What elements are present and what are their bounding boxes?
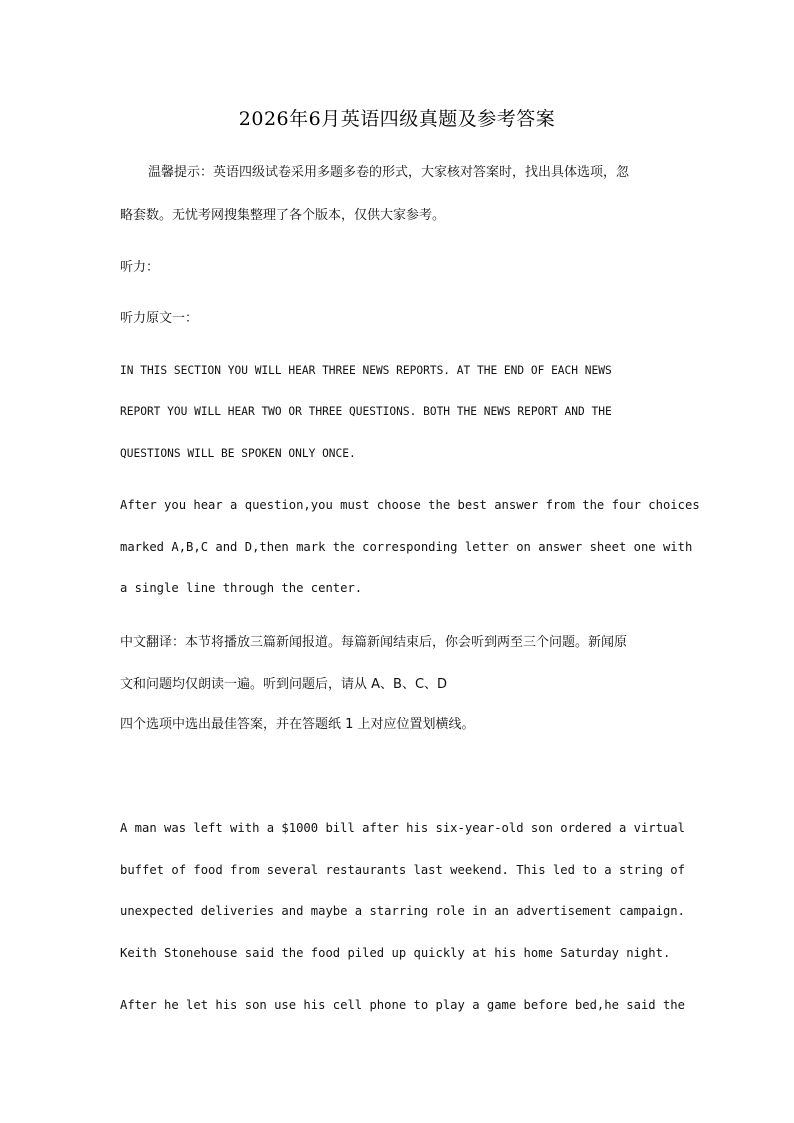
document-title: 2026年6月英语四级真题及参考答案 <box>238 108 556 130</box>
instruction-line-2: marked A,B,C and D,then mark the corresponding letter on answer sheet one with <box>120 540 693 554</box>
instruction-line-1: After you hear a question,you must choose the best answer from the four choices <box>120 498 700 512</box>
caps-line-1: IN THIS SECTION YOU WILL HEAR THREE NEWS REPORTS. AT THE END OF EACH NEWS <box>120 364 612 377</box>
translation-line-2: 文和问题均仅朗读一遍。听到问题后，请从 A、B、C、D <box>120 677 448 692</box>
tip-line-2: 略套数。无忧考网搜集整理了各个版本，仅供大家参考。 <box>120 208 446 223</box>
instruction-line-3: a single line through the center. <box>120 581 363 595</box>
story-line-4: Keith Stonehouse said the food piled up quickly at his home Saturday night. <box>120 946 671 960</box>
story-line-2: buffet of food from several restaurants last weekend. This led to a string of <box>120 863 685 877</box>
translation-line-1: 中文翻译：本节将播放三篇新闻报道。每篇新闻结束后，你会听到两至三个问题。新闻原 <box>120 635 628 650</box>
listening-label: 听力： <box>120 260 160 275</box>
transcript-label: 听力原文一： <box>120 311 199 326</box>
caps-line-2: REPORT YOU WILL HEAR TWO OR THREE QUESTIONS. BOTH THE NEWS REPORT AND THE <box>120 405 612 418</box>
tip-line-1: 温馨提示：英语四级试卷采用多题多卷的形式，大家核对答案时，找出具体选项，忽 <box>148 165 630 180</box>
story-line-3: unexpected deliveries and maybe a starring role in an advertisement campaign. <box>120 904 685 918</box>
translation-line-3: 四个选项中选出最佳答案，并在答题纸 1 上对应位置划横线。 <box>120 717 475 732</box>
caps-line-3: QUESTIONS WILL BE SPOKEN ONLY ONCE. <box>120 447 356 460</box>
story-line-1: A man was left with a $1000 bill after his six-year-old son ordered a virtual <box>120 821 685 835</box>
story-line-5: After he let his son use his cell phone to play a game before bed,he said the <box>120 998 685 1012</box>
